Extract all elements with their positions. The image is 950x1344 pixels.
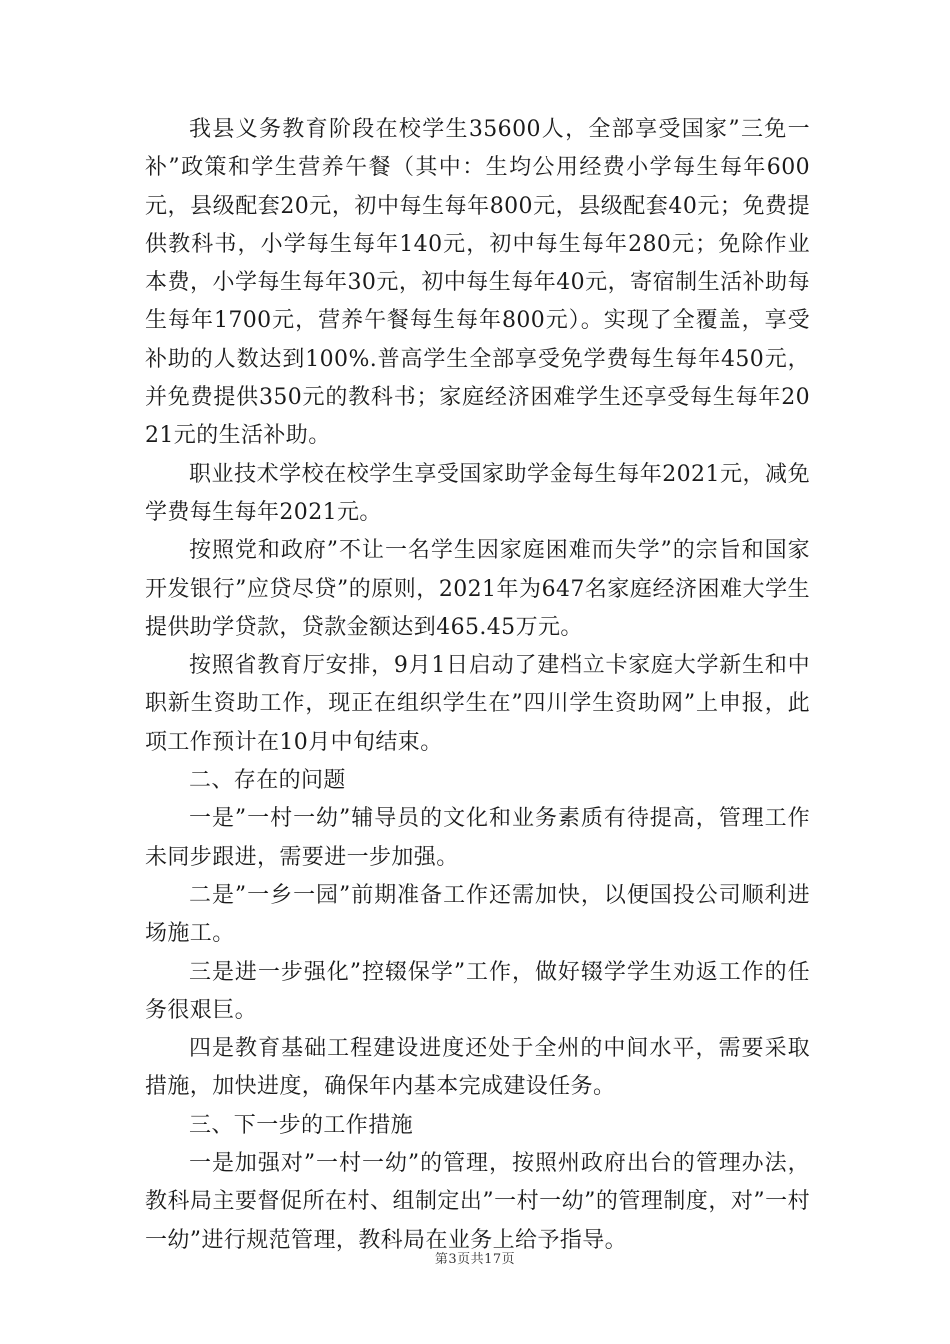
measure-item: 一是加强对”一村一幼”的管理，按照州政府出台的管理办法，教科局主要督促所在村、组制定出”一村一幼”的管理制度，对”一村一幼”进行规范管理，教科局在业务上给予指导。 xyxy=(145,1151,810,1253)
paragraph-student-loans: 按照党和政府”不让一名学生因家庭困难而失学”的宗旨和国家开发银行”应贷尽贷”的原则，2021年为647名家庭经济困难大学生提供助学贷款，贷款金额达到465.45万元。 xyxy=(145,538,810,640)
paragraph-new-student-aid: 按照省教育厅安排，9月1日启动了建档立卡家庭大学新生和中职新生资助工作，现正在组织学生在”四川学生资助网”上申报，此项工作预计在10月中旬结束。 xyxy=(145,653,810,755)
problem-item: 一是”一村一幼”辅导员的文化和业务素质有待提高，管理工作未同步跟进，需要进一步加强。 xyxy=(145,806,810,870)
page-number: 第3页共17页 xyxy=(434,1252,516,1267)
problem-item: 四是教育基础工程建设进度还处于全州的中间水平，需要采取措施，加快进度，确保年内基本完成建设任务。 xyxy=(145,1036,810,1100)
paragraph-compulsory-education-subsidy: 我县义务教育阶段在校学生35600人，全部享受国家”三免一补”政策和学生营养午餐（其中：生均公用经费小学每生每年600元，县级配套20元，初中每生每年800元，县级配套40元；免费提供教科书，小学每生每年140元，初中每生每年280元；免除作业本费，小学每生每年30元，初中每生每年40元，寄宿制生活补助每生每年1700元，营养午餐每生每年800元）。实现了全覆盖，享受补助的人数达到100%.普高学生全部享受免学费每生每年450元，并免费提供350元的教科书；家庭经济困难学生还享受每生每年2021元的生活补助。 xyxy=(145,117,810,449)
paragraph-vocational-school-aid: 职业技术学校在校学生享受国家助学金每生每年2021元，减免学费每生每年2021元。 xyxy=(145,461,810,525)
problem-item: 三是进一步强化”控辍保学”工作，做好辍学学生劝返工作的任务很艰巨。 xyxy=(145,959,810,1023)
section-heading-next-steps: 三、下一步的工作措施 xyxy=(189,1112,414,1138)
problem-item: 二是”一乡一园”前期准备工作还需加快，以便国投公司顺利进场施工。 xyxy=(145,882,810,947)
section-heading-problems: 二、存在的问题 xyxy=(189,768,346,794)
document-body xyxy=(145,111,810,1260)
